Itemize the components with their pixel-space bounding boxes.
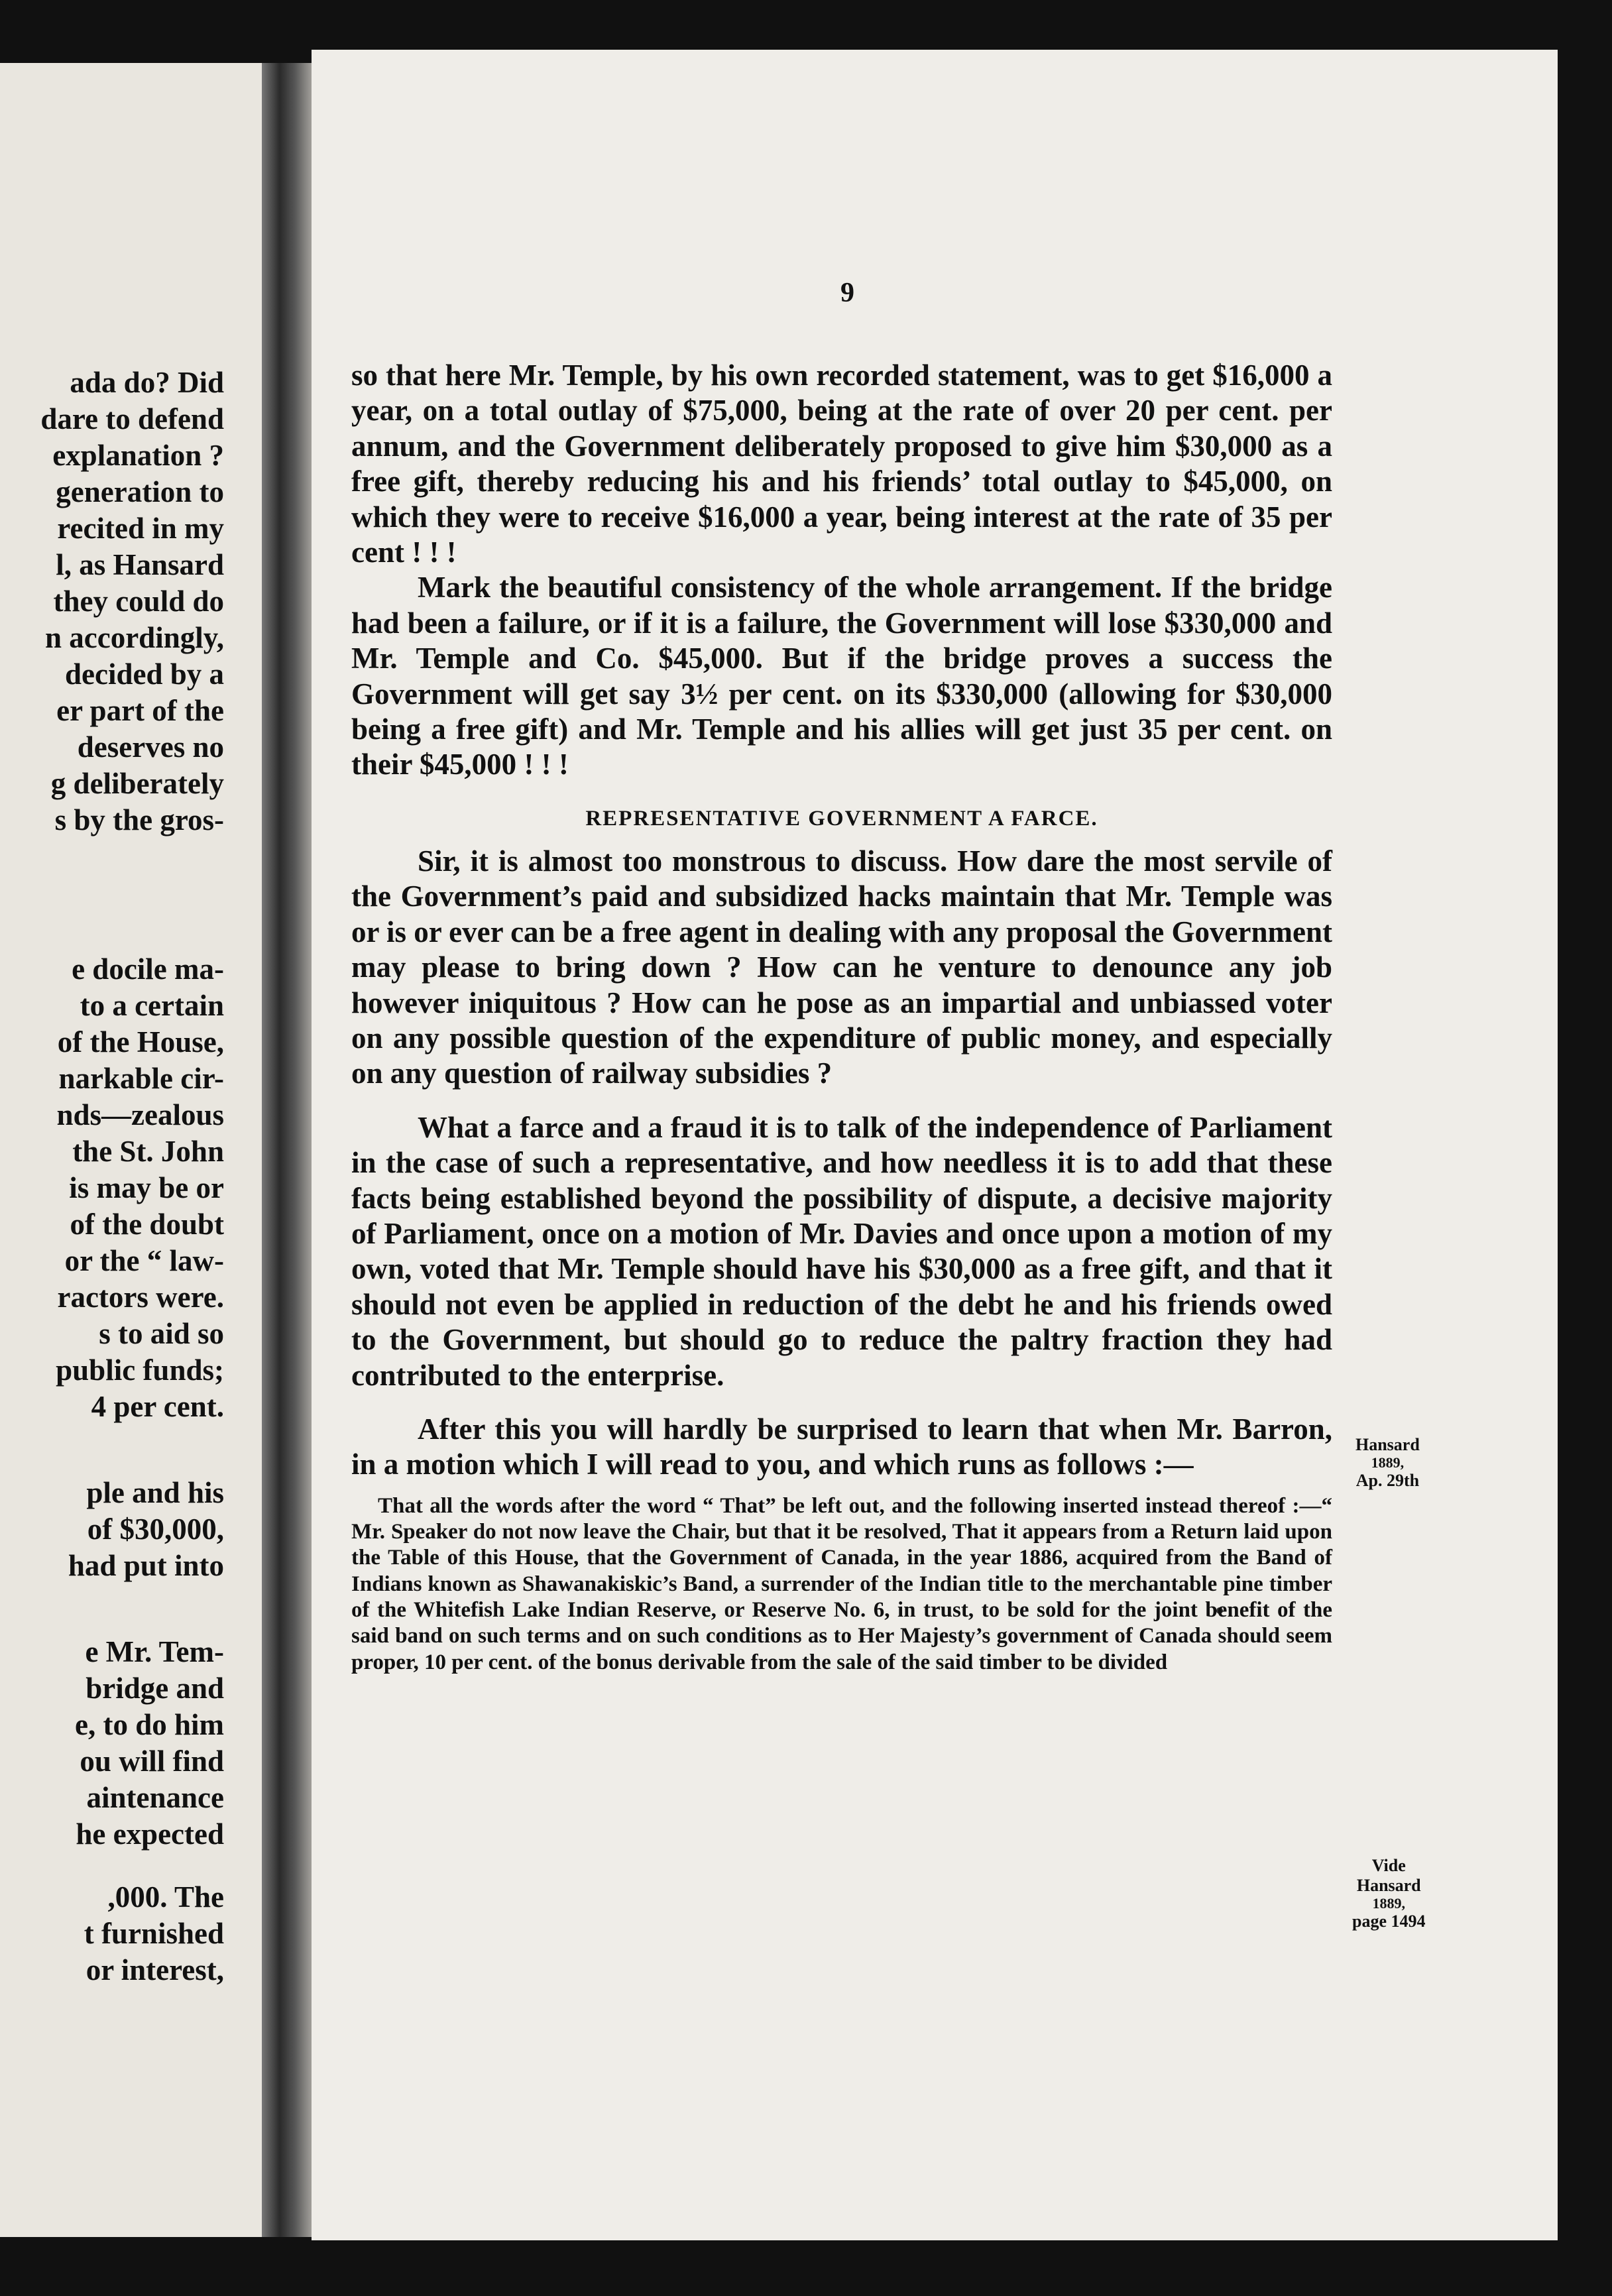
- left-page-line: n accordingly,: [44, 621, 224, 654]
- left-page-line: s to aid so: [99, 1317, 224, 1350]
- left-page-line: e, to do him: [75, 1708, 224, 1741]
- left-page-line: e Mr. Tem-: [85, 1635, 224, 1668]
- left-page-line: they could do: [53, 585, 224, 618]
- left-page-line: deserves no: [77, 730, 224, 764]
- left-page-line: aintenance: [86, 1781, 224, 1814]
- section-heading: REPRESENTATIVE GOVERNMENT A FARCE.: [585, 806, 1098, 831]
- margin-note-line: Vide: [1371, 1856, 1406, 1875]
- left-page-line: bridge and: [86, 1672, 224, 1705]
- left-page-line: e docile ma-: [72, 952, 224, 986]
- paragraph-5: After this you will hardly be surprised to learn that when Mr. Barron, in a motion which I will read to you, and which runs as follows :—: [351, 1412, 1332, 1481]
- left-page-line: ple and his: [86, 1476, 224, 1509]
- left-page-line: is may be or: [69, 1171, 224, 1204]
- left-page-line: to a certain: [80, 989, 224, 1022]
- left-page-line: t furnished: [84, 1917, 224, 1950]
- left-page-line: of the doubt: [70, 1208, 224, 1241]
- left-page-line: explanation ?: [52, 439, 224, 472]
- left-page-line: l, as Hansard: [56, 548, 224, 581]
- margin-note-line: page 1494: [1352, 1912, 1426, 1931]
- left-page-line: s by the gros-: [54, 803, 224, 836]
- left-page-line: narkable cir-: [58, 1062, 224, 1095]
- margin-note-line: Hansard: [1355, 1435, 1420, 1454]
- left-page-line: or the “ law-: [64, 1244, 224, 1277]
- left-page-line: had put into: [68, 1549, 224, 1582]
- paragraph-3: Sir, it is almost too monstrous to discuss. How dare the most servile of the Government’s paid and subsidized hacks maintain that Mr. Temple was or is or ever can be a free agent in dealing with any proposal the Government may please to bring down ? How can he venture to denounce any job however iniquitous ? How can he pose as an impartial and unbiassed voter on any possible question of the expenditure of public money, and especially on any question of railway subsidies ?: [351, 844, 1332, 1090]
- margin-note-line: 1889,: [1372, 1895, 1405, 1912]
- left-page-line: er part of the: [56, 694, 224, 727]
- paragraph-2: Mark the beautiful consistency of the whole arrangement. If the bridge had been a failure, or if it is a failure, the Government will lose $330,000 and Mr. Temple and Co. $45,000. But if the bridge proves a success the Government will get say 3½ per cent. on its $330,000 (allowing for $30,000 being a free gift) and Mr. Temple and his allies will get just 35 per cent. on their $45,000 ! ! !: [351, 571, 1332, 781]
- left-page-line: public funds;: [56, 1353, 224, 1387]
- paragraph-4: What a farce and a fraud it is to talk of the independence of Parliament in the case of such a representative, and how needless it is to add that these facts being established beyond the possibility of dispute, a decisive majority of Parliament, once on a motion of Mr. Davies and once upon a motion of my own, voted that Mr. Temple should have his $30,000 as a free gift, and that it should not even be applied in reduction of the debt he and his friends owed to the Government, but should go to reduce the paltry fraction they had contributed to the enterprise.: [351, 1110, 1332, 1392]
- main-text-column: [351, 358, 1332, 1676]
- page-number: 9: [840, 278, 854, 308]
- margin-note-vide-hansard: [1352, 1856, 1426, 1931]
- left-page: [0, 63, 272, 2237]
- left-page-line: generation to: [56, 475, 224, 508]
- left-page-line: g deliberately: [50, 767, 224, 800]
- left-page-line: 4 per cent.: [91, 1390, 224, 1423]
- left-page-line: decided by a: [64, 658, 224, 691]
- margin-note-hansard: [1355, 1435, 1420, 1491]
- left-page-line: ractors were.: [57, 1281, 224, 1314]
- margin-note-line: 1889,: [1371, 1454, 1405, 1471]
- left-page-line: of $30,000,: [87, 1513, 224, 1546]
- quoted-motion: That all the words after the word “ That” be left out, and the following inserted instead thereof :—“ Mr. Speaker do not now leave the Chair, but that it be resolved, That it appears from a Return laid upon the Table of this House, that the Government of Canada, in the year 1886, acquired from the Band of Indians known as Shawanakiskic’s Band, a surrender of the Indian title to the merchantable pine timber of the Whitefish Lake Indian Reserve, or Reserve No. 6, in trust, to be sold for the joint benefit of the said band on such terms and on such conditions as to Her Majesty’s government of Canada should seem proper, 10 per cent. of the bonus derivable from the sale of the said timber to be divided: [351, 1493, 1332, 1674]
- left-page-line: ou will find: [80, 1745, 224, 1778]
- left-page-line: ada do? Did: [70, 366, 224, 399]
- left-page-line: of the House,: [57, 1025, 224, 1059]
- left-page-line: nds—zealous: [56, 1098, 224, 1131]
- left-page-line: the St. John: [72, 1135, 224, 1168]
- margin-note-line: Hansard: [1356, 1876, 1421, 1895]
- paragraph-1: so that here Mr. Temple, by his own recorded statement, was to get $16,000 a year, on a total outlay of $75,000, being at the rate of over 20 per cent. per annum, and the Government deliberately proposed to give him $30,000 as a free gift, thereby reducing his and his friends’ total outlay to $45,000, on which they were to receive $16,000 a year, being interest at the rate of 35 per cent ! ! !: [351, 359, 1332, 569]
- left-page-line: dare to defend: [40, 402, 224, 435]
- margin-note-line: Ap. 29th: [1355, 1471, 1420, 1490]
- left-page-line: recited in my: [57, 512, 224, 545]
- left-page-line: he expected: [76, 1817, 224, 1851]
- left-page-line: ,000. The: [107, 1880, 224, 1914]
- left-page-line: or interest,: [86, 1953, 224, 1986]
